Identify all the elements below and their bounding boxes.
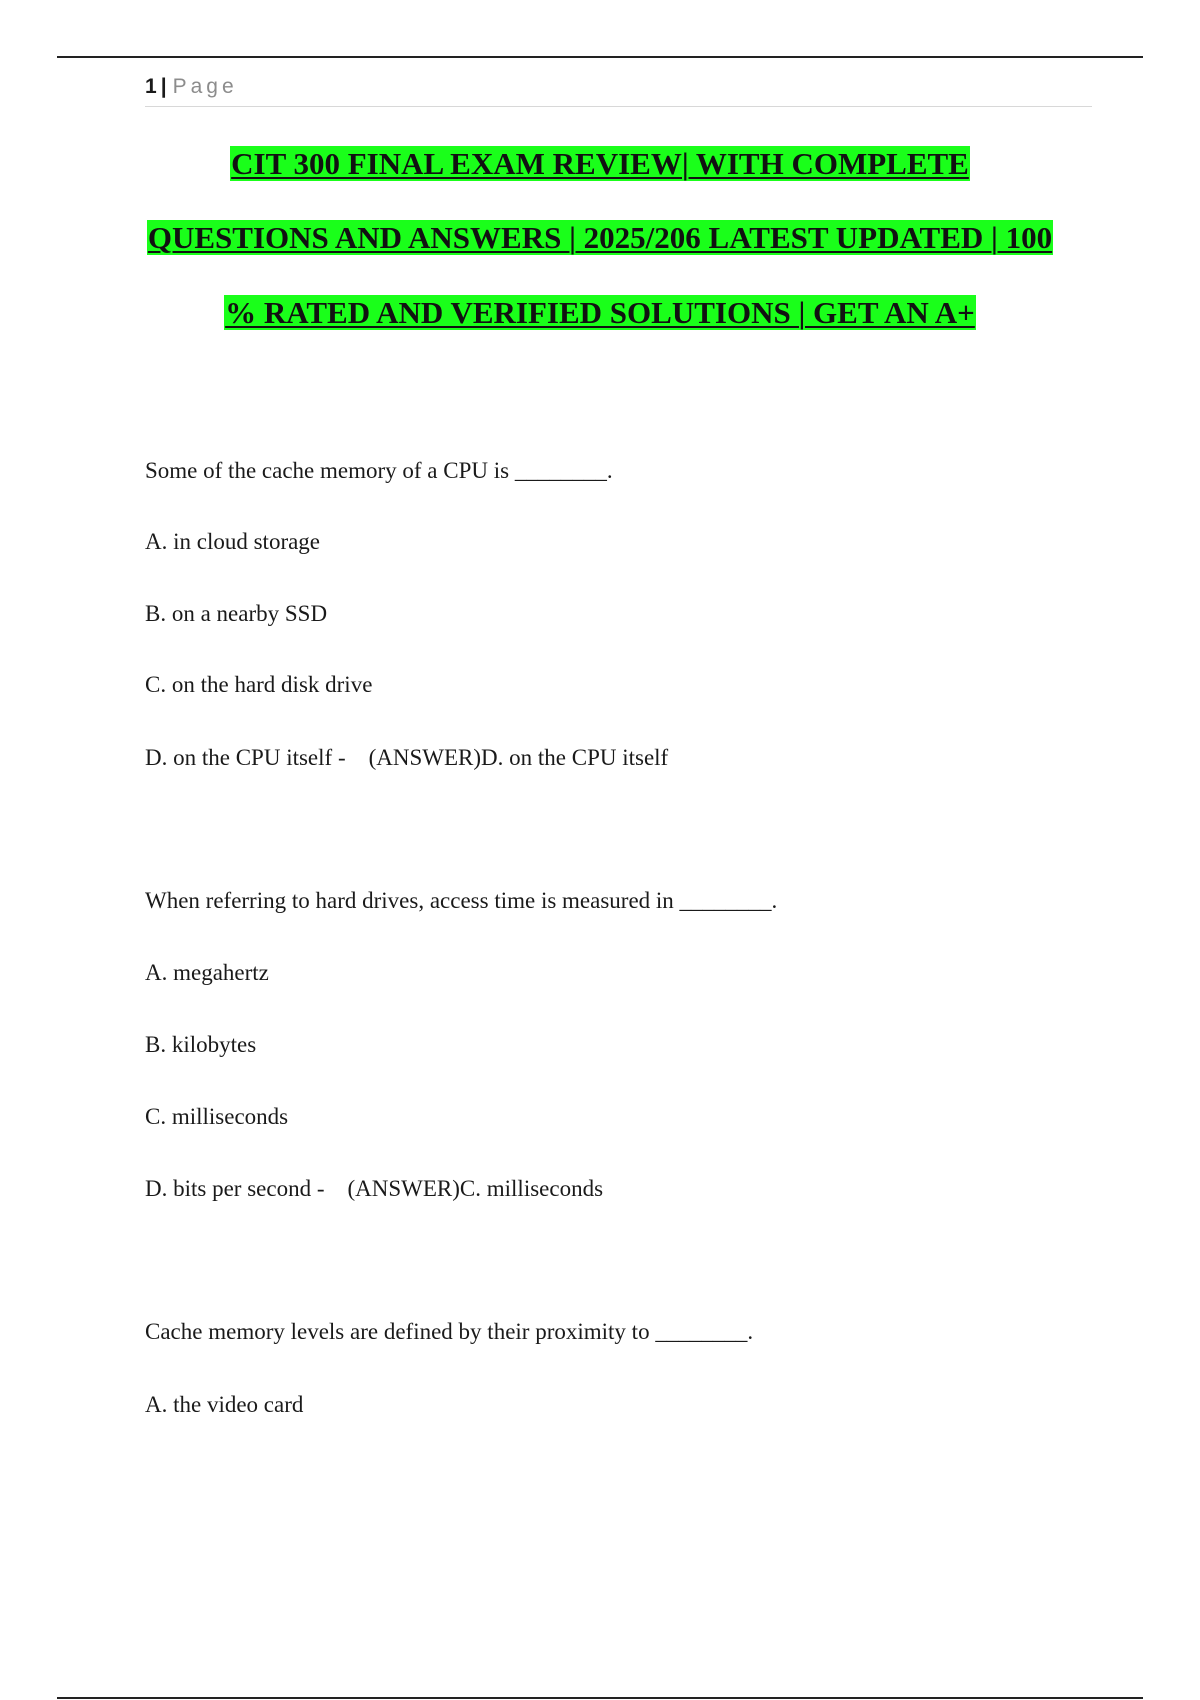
- document-title-line-1: [0, 145, 1200, 183]
- top-rule: [57, 56, 1143, 58]
- bottom-rule: [57, 1697, 1143, 1699]
- question-1-option-d-answer: D. on the CPU itself - (ANSWER)D. on the CPU itself: [145, 745, 669, 770]
- page-number: 1: [145, 75, 157, 98]
- title-highlight-1: CIT 300 FINAL EXAM REVIEW| WITH COMPLETE: [231, 146, 969, 181]
- question-2-option-b: B. kilobytes: [145, 1032, 257, 1057]
- title-highlight-3: % RATED AND VERIFIED SOLUTIONS | GET AN A+: [225, 295, 975, 330]
- question-2-prompt: When referring to hard drives, access time is measured in ________.: [145, 888, 778, 913]
- question-2-option-c: C. milliseconds: [145, 1104, 289, 1129]
- question-2-option-a: A. megahertz: [145, 960, 269, 985]
- question-1-option-b: B. on a nearby SSD: [145, 601, 328, 626]
- question-2-option-d-answer: D. bits per second - (ANSWER)C. milliseconds: [145, 1176, 604, 1201]
- question-3-option-a: A. the video card: [145, 1392, 304, 1417]
- question-1-option-c: C. on the hard disk drive: [145, 672, 373, 697]
- page-label: Page: [172, 75, 238, 98]
- document-title-line-3: [0, 294, 1200, 332]
- page-header: [145, 72, 1092, 107]
- page-separator: |: [160, 75, 167, 98]
- title-highlight-2: QUESTIONS AND ANSWERS | 2025/206 LATEST UPDATED | 100: [147, 220, 1053, 255]
- question-1-prompt: Some of the cache memory of a CPU is ________.: [145, 458, 613, 483]
- question-1-option-a: A. in cloud storage: [145, 529, 321, 554]
- document-title-line-2: [0, 219, 1200, 257]
- question-3-prompt: Cache memory levels are defined by their proximity to ________.: [145, 1319, 754, 1344]
